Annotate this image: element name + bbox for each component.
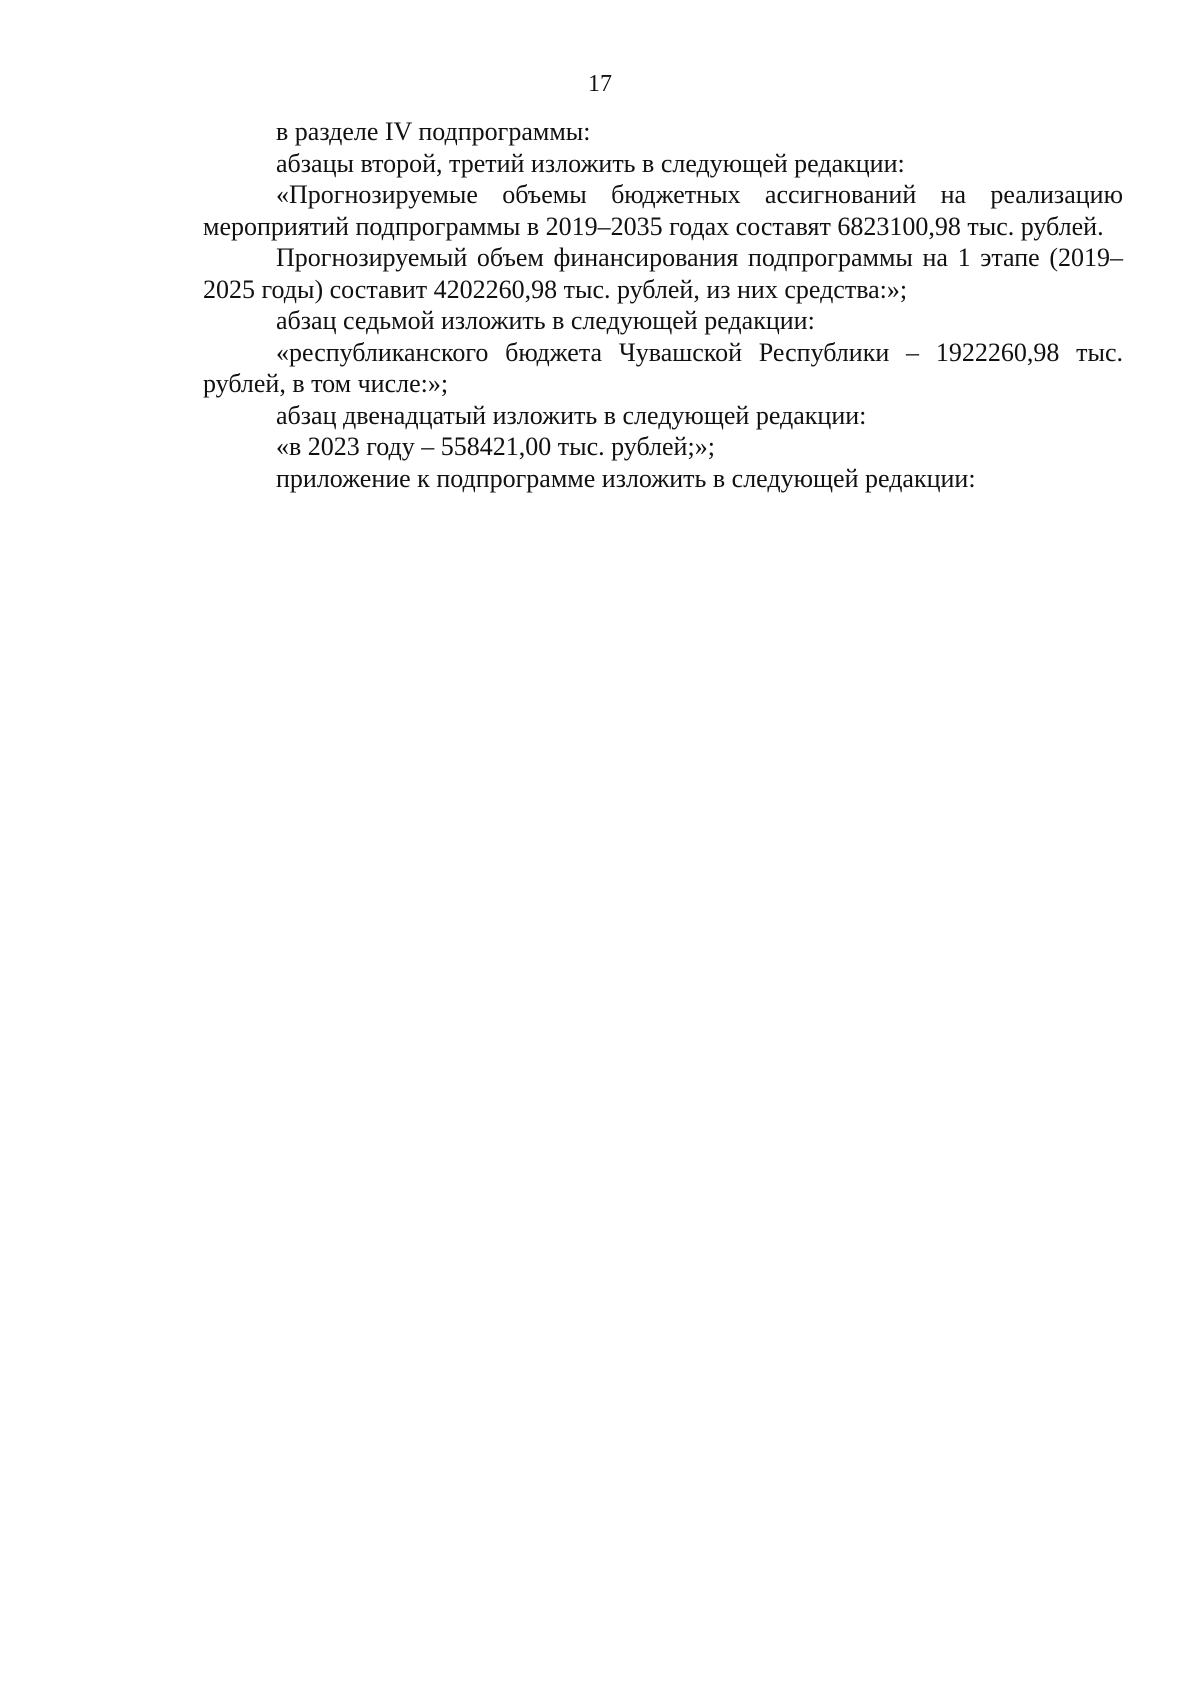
paragraph-forecast-total: «Прогнозируемые объемы бюджетных ассигнований на реализацию мероприятий подпрограммы в 2019–2035 годах составят 6823100,98 тыс. рублей. bbox=[203, 180, 1123, 241]
paragraph-instruction-twelfth: абзац двенадцатый изложить в следующей редакции: bbox=[276, 400, 867, 430]
paragraph-instruction-seventh: абзац седьмой изложить в следующей редакции: bbox=[276, 306, 815, 335]
paragraph-year-2023: «в 2023 году – 558421,00 тыс. рублей;»; bbox=[276, 432, 715, 461]
paragraph-republican-budget: «республиканского бюджета Чувашской Республики – 1922260,98 тыс. рублей, в том числе:»; bbox=[203, 337, 1123, 398]
paragraph-appendix: приложение к подпрограмме изложить в следующей редакции: bbox=[276, 463, 976, 493]
paragraph-forecast-stage-1: Прогнозируемый объем финансирования подпрограммы на 1 этапе (2019–2025 годы) составит 4202260,98 тыс. рублей, из них средства:»; bbox=[203, 243, 1123, 304]
page-number: 17 bbox=[588, 71, 612, 97]
paragraph-section-iv: в разделе IV подпрограммы: bbox=[276, 117, 591, 146]
document-body bbox=[203, 116, 1123, 494]
paragraph-instruction-second-third: абзацы второй, третий изложить в следующей редакции: bbox=[276, 148, 905, 178]
